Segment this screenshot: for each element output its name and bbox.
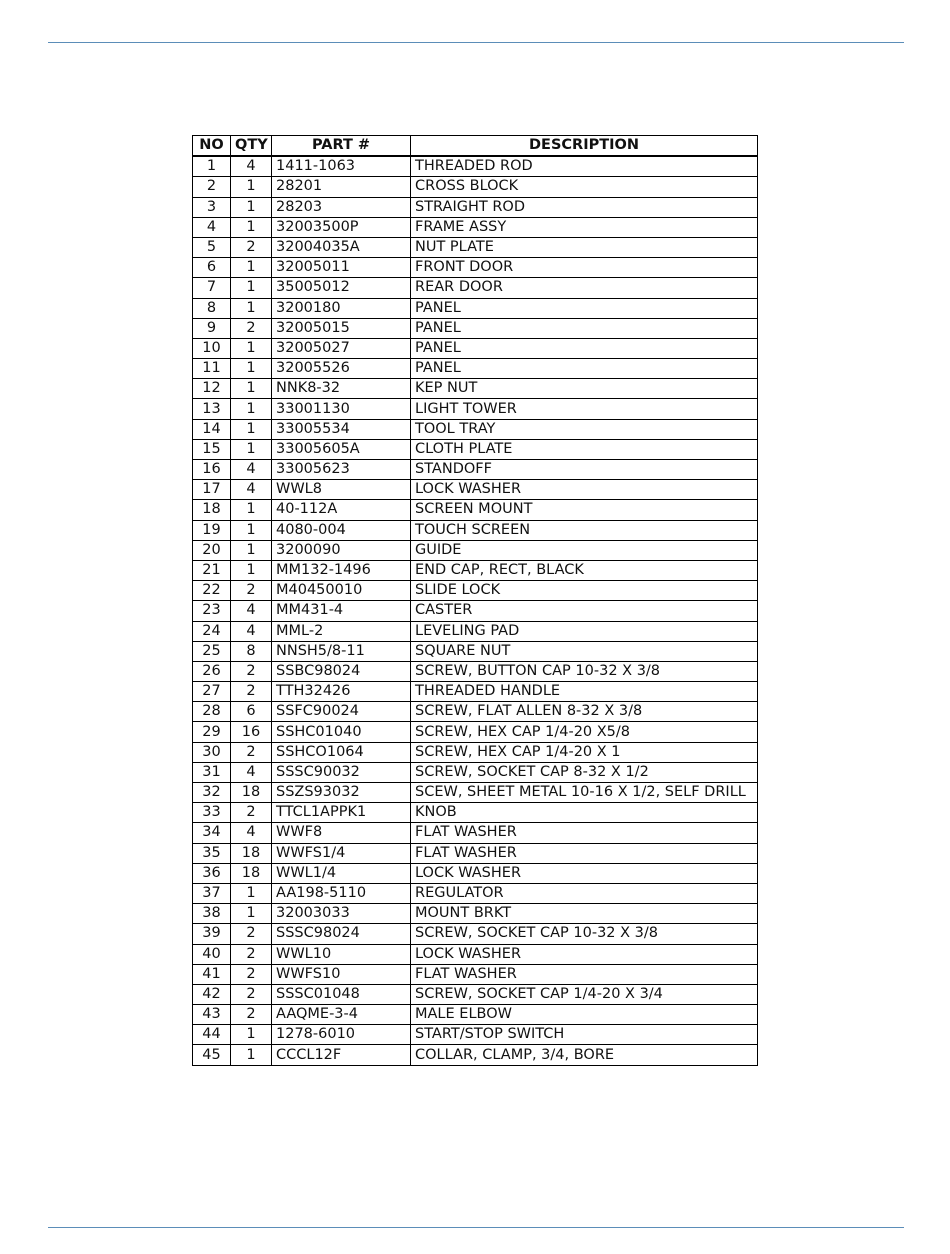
table-row <box>193 379 758 399</box>
cell-part-number: SSSC01048 <box>272 984 411 1004</box>
cell-description: LOCK WASHER <box>411 944 758 964</box>
cell-description: SCEW, SHEET METAL 10-16 X 1/2, SELF DRILL <box>411 783 758 803</box>
table-row <box>193 762 758 782</box>
cell-part-number: 1411-1063 <box>272 156 411 177</box>
cell-description: CASTER <box>411 601 758 621</box>
cell-no: 17 <box>193 480 231 500</box>
cell-description: THREADED ROD <box>411 156 758 177</box>
cell-description: CLOTH PLATE <box>411 439 758 459</box>
header-rule <box>48 42 904 43</box>
cell-qty: 1 <box>231 338 272 358</box>
cell-part-number: M40450010 <box>272 581 411 601</box>
cell-qty: 2 <box>231 924 272 944</box>
cell-no: 9 <box>193 318 231 338</box>
table-row <box>193 520 758 540</box>
cell-description: CROSS BLOCK <box>411 177 758 197</box>
cell-description: LOCK WASHER <box>411 480 758 500</box>
table-row <box>193 217 758 237</box>
cell-no: 4 <box>193 217 231 237</box>
table-row <box>193 641 758 661</box>
cell-part-number: SSZS93032 <box>272 783 411 803</box>
cell-part-number: TTCL1APPK1 <box>272 803 411 823</box>
cell-qty: 1 <box>231 379 272 399</box>
cell-qty: 2 <box>231 318 272 338</box>
table-row <box>193 863 758 883</box>
table-row <box>193 823 758 843</box>
cell-part-number: TTH32426 <box>272 682 411 702</box>
cell-description: LIGHT TOWER <box>411 399 758 419</box>
cell-qty: 2 <box>231 581 272 601</box>
cell-qty: 4 <box>231 156 272 177</box>
table-row <box>193 156 758 177</box>
cell-qty: 1 <box>231 904 272 924</box>
table-row <box>193 237 758 257</box>
cell-no: 35 <box>193 843 231 863</box>
cell-part-number: 32005526 <box>272 359 411 379</box>
cell-part-number: 33005534 <box>272 419 411 439</box>
cell-qty: 1 <box>231 439 272 459</box>
cell-qty: 1 <box>231 298 272 318</box>
cell-no: 14 <box>193 419 231 439</box>
cell-part-number: 32005027 <box>272 338 411 358</box>
cell-part-number: WWFS1/4 <box>272 843 411 863</box>
cell-no: 20 <box>193 540 231 560</box>
cell-description: FRAME ASSY <box>411 217 758 237</box>
cell-qty: 18 <box>231 843 272 863</box>
cell-no: 6 <box>193 258 231 278</box>
cell-part-number: 4080-004 <box>272 520 411 540</box>
cell-part-number: 33005623 <box>272 460 411 480</box>
cell-description: KEP NUT <box>411 379 758 399</box>
cell-description: LOCK WASHER <box>411 863 758 883</box>
table-row <box>193 177 758 197</box>
cell-part-number: 35005012 <box>272 278 411 298</box>
table-row <box>193 560 758 580</box>
table-row <box>193 944 758 964</box>
cell-description: TOUCH SCREEN <box>411 520 758 540</box>
cell-no: 26 <box>193 661 231 681</box>
cell-description: FLAT WASHER <box>411 823 758 843</box>
cell-no: 34 <box>193 823 231 843</box>
table-row <box>193 197 758 217</box>
cell-description: PANEL <box>411 338 758 358</box>
cell-qty: 1 <box>231 560 272 580</box>
cell-part-number: 32003500P <box>272 217 411 237</box>
cell-qty: 2 <box>231 944 272 964</box>
cell-no: 5 <box>193 237 231 257</box>
table-row <box>193 278 758 298</box>
cell-qty: 2 <box>231 237 272 257</box>
table-row <box>193 783 758 803</box>
header-description: DESCRIPTION <box>411 136 758 157</box>
cell-part-number: CCCL12F <box>272 1045 411 1065</box>
cell-part-number: AAQME-3-4 <box>272 1005 411 1025</box>
cell-part-number: WWL1/4 <box>272 863 411 883</box>
cell-part-number: 32005015 <box>272 318 411 338</box>
header-part-number: PART # <box>272 136 411 157</box>
cell-description: PANEL <box>411 318 758 338</box>
cell-part-number: 1278-6010 <box>272 1025 411 1045</box>
cell-qty: 4 <box>231 480 272 500</box>
cell-no: 30 <box>193 742 231 762</box>
table-row <box>193 460 758 480</box>
cell-no: 36 <box>193 863 231 883</box>
cell-qty: 1 <box>231 278 272 298</box>
cell-part-number: WWF8 <box>272 823 411 843</box>
table-row <box>193 480 758 500</box>
cell-qty: 1 <box>231 258 272 278</box>
cell-no: 25 <box>193 641 231 661</box>
cell-part-number: 28203 <box>272 197 411 217</box>
cell-part-number: AA198-5110 <box>272 883 411 903</box>
cell-description: START/STOP SWITCH <box>411 1025 758 1045</box>
cell-no: 21 <box>193 560 231 580</box>
cell-qty: 1 <box>231 540 272 560</box>
footer-rule <box>48 1227 904 1228</box>
cell-part-number: NNSH5/8-11 <box>272 641 411 661</box>
cell-description: END CAP, RECT, BLACK <box>411 560 758 580</box>
cell-no: 41 <box>193 964 231 984</box>
cell-qty: 1 <box>231 500 272 520</box>
table-row <box>193 924 758 944</box>
table-row <box>193 722 758 742</box>
cell-part-number: 33005605A <box>272 439 411 459</box>
cell-part-number: 3200090 <box>272 540 411 560</box>
cell-description: KNOB <box>411 803 758 823</box>
table-row <box>193 338 758 358</box>
table-row <box>193 439 758 459</box>
table-row <box>193 318 758 338</box>
cell-description: THREADED HANDLE <box>411 682 758 702</box>
table-header-row <box>193 136 758 157</box>
cell-qty: 2 <box>231 964 272 984</box>
cell-description: MOUNT BRKT <box>411 904 758 924</box>
cell-description: TOOL TRAY <box>411 419 758 439</box>
table-row <box>193 399 758 419</box>
table-row <box>193 621 758 641</box>
cell-part-number: WWL10 <box>272 944 411 964</box>
cell-part-number: MM431-4 <box>272 601 411 621</box>
cell-part-number: 28201 <box>272 177 411 197</box>
cell-no: 31 <box>193 762 231 782</box>
cell-qty: 2 <box>231 803 272 823</box>
cell-description: SCREW, HEX CAP 1/4-20 X 1 <box>411 742 758 762</box>
cell-part-number: 40-112A <box>272 500 411 520</box>
cell-part-number: 32003033 <box>272 904 411 924</box>
table-row <box>193 984 758 1004</box>
cell-part-number: SSSC98024 <box>272 924 411 944</box>
cell-description: SLIDE LOCK <box>411 581 758 601</box>
cell-part-number: WWFS10 <box>272 964 411 984</box>
cell-qty: 2 <box>231 661 272 681</box>
cell-description: MALE ELBOW <box>411 1005 758 1025</box>
cell-qty: 1 <box>231 1045 272 1065</box>
cell-no: 19 <box>193 520 231 540</box>
cell-no: 37 <box>193 883 231 903</box>
cell-no: 1 <box>193 156 231 177</box>
table-row <box>193 883 758 903</box>
cell-no: 32 <box>193 783 231 803</box>
table-row <box>193 904 758 924</box>
cell-no: 33 <box>193 803 231 823</box>
cell-no: 39 <box>193 924 231 944</box>
table-row <box>193 682 758 702</box>
cell-no: 27 <box>193 682 231 702</box>
cell-description: PANEL <box>411 298 758 318</box>
table-row <box>193 843 758 863</box>
table-row <box>193 661 758 681</box>
cell-qty: 2 <box>231 984 272 1004</box>
table-row <box>193 581 758 601</box>
cell-no: 43 <box>193 1005 231 1025</box>
table-row <box>193 1045 758 1065</box>
table-row <box>193 803 758 823</box>
cell-no: 40 <box>193 944 231 964</box>
cell-qty: 4 <box>231 601 272 621</box>
cell-description: SCREW, SOCKET CAP 1/4-20 X 3/4 <box>411 984 758 1004</box>
cell-no: 23 <box>193 601 231 621</box>
table-row <box>193 742 758 762</box>
cell-qty: 4 <box>231 762 272 782</box>
cell-part-number: MM132-1496 <box>272 560 411 580</box>
cell-qty: 18 <box>231 783 272 803</box>
table-row <box>193 1025 758 1045</box>
cell-qty: 1 <box>231 177 272 197</box>
parts-table-body <box>193 156 758 1065</box>
cell-part-number: MML-2 <box>272 621 411 641</box>
header-qty: QTY <box>231 136 272 157</box>
cell-part-number: SSFC90024 <box>272 702 411 722</box>
cell-qty: 1 <box>231 520 272 540</box>
cell-no: 38 <box>193 904 231 924</box>
cell-description: SQUARE NUT <box>411 641 758 661</box>
cell-qty: 1 <box>231 1025 272 1045</box>
cell-no: 8 <box>193 298 231 318</box>
table-row <box>193 964 758 984</box>
cell-description: FLAT WASHER <box>411 964 758 984</box>
cell-qty: 2 <box>231 742 272 762</box>
cell-no: 29 <box>193 722 231 742</box>
cell-qty: 1 <box>231 359 272 379</box>
cell-qty: 4 <box>231 621 272 641</box>
cell-no: 24 <box>193 621 231 641</box>
cell-no: 16 <box>193 460 231 480</box>
table-row <box>193 1005 758 1025</box>
table-row <box>193 702 758 722</box>
cell-no: 12 <box>193 379 231 399</box>
table-row <box>193 258 758 278</box>
cell-description: STRAIGHT ROD <box>411 197 758 217</box>
cell-description: PANEL <box>411 359 758 379</box>
header-no: NO <box>193 136 231 157</box>
cell-no: 15 <box>193 439 231 459</box>
cell-description: SCREW, SOCKET CAP 8-32 X 1/2 <box>411 762 758 782</box>
cell-description: SCREW, HEX CAP 1/4-20 X5/8 <box>411 722 758 742</box>
cell-description: SCREW, SOCKET CAP 10-32 X 3/8 <box>411 924 758 944</box>
cell-qty: 4 <box>231 460 272 480</box>
cell-qty: 16 <box>231 722 272 742</box>
cell-no: 44 <box>193 1025 231 1045</box>
cell-description: GUIDE <box>411 540 758 560</box>
cell-description: LEVELING PAD <box>411 621 758 641</box>
cell-qty: 8 <box>231 641 272 661</box>
cell-no: 13 <box>193 399 231 419</box>
cell-description: REGULATOR <box>411 883 758 903</box>
table-row <box>193 500 758 520</box>
cell-no: 45 <box>193 1045 231 1065</box>
cell-description: COLLAR, CLAMP, 3/4, BORE <box>411 1045 758 1065</box>
table-row <box>193 419 758 439</box>
cell-description: REAR DOOR <box>411 278 758 298</box>
cell-qty: 18 <box>231 863 272 883</box>
cell-qty: 4 <box>231 823 272 843</box>
cell-part-number: SSBC98024 <box>272 661 411 681</box>
cell-no: 18 <box>193 500 231 520</box>
cell-no: 2 <box>193 177 231 197</box>
cell-qty: 1 <box>231 399 272 419</box>
cell-description: NUT PLATE <box>411 237 758 257</box>
cell-part-number: SSHC01040 <box>272 722 411 742</box>
cell-part-number: SSHCO1064 <box>272 742 411 762</box>
table-row <box>193 540 758 560</box>
parts-list-table <box>192 135 758 1066</box>
cell-qty: 1 <box>231 419 272 439</box>
cell-part-number: WWL8 <box>272 480 411 500</box>
cell-no: 10 <box>193 338 231 358</box>
table-row <box>193 359 758 379</box>
cell-qty: 1 <box>231 197 272 217</box>
cell-description: FLAT WASHER <box>411 843 758 863</box>
cell-qty: 2 <box>231 682 272 702</box>
cell-part-number: 3200180 <box>272 298 411 318</box>
cell-qty: 2 <box>231 1005 272 1025</box>
cell-no: 42 <box>193 984 231 1004</box>
cell-no: 11 <box>193 359 231 379</box>
cell-description: SCREW, FLAT ALLEN 8-32 X 3/8 <box>411 702 758 722</box>
cell-part-number: 32005011 <box>272 258 411 278</box>
cell-no: 28 <box>193 702 231 722</box>
cell-description: SCREW, BUTTON CAP 10-32 X 3/8 <box>411 661 758 681</box>
cell-description: FRONT DOOR <box>411 258 758 278</box>
table-row <box>193 298 758 318</box>
cell-part-number: 32004035A <box>272 237 411 257</box>
cell-part-number: SSSC90032 <box>272 762 411 782</box>
cell-description: STANDOFF <box>411 460 758 480</box>
cell-part-number: NNK8-32 <box>272 379 411 399</box>
cell-no: 22 <box>193 581 231 601</box>
cell-qty: 6 <box>231 702 272 722</box>
cell-description: SCREEN MOUNT <box>411 500 758 520</box>
cell-no: 7 <box>193 278 231 298</box>
table-row <box>193 601 758 621</box>
cell-qty: 1 <box>231 217 272 237</box>
cell-qty: 1 <box>231 883 272 903</box>
cell-no: 3 <box>193 197 231 217</box>
cell-part-number: 33001130 <box>272 399 411 419</box>
